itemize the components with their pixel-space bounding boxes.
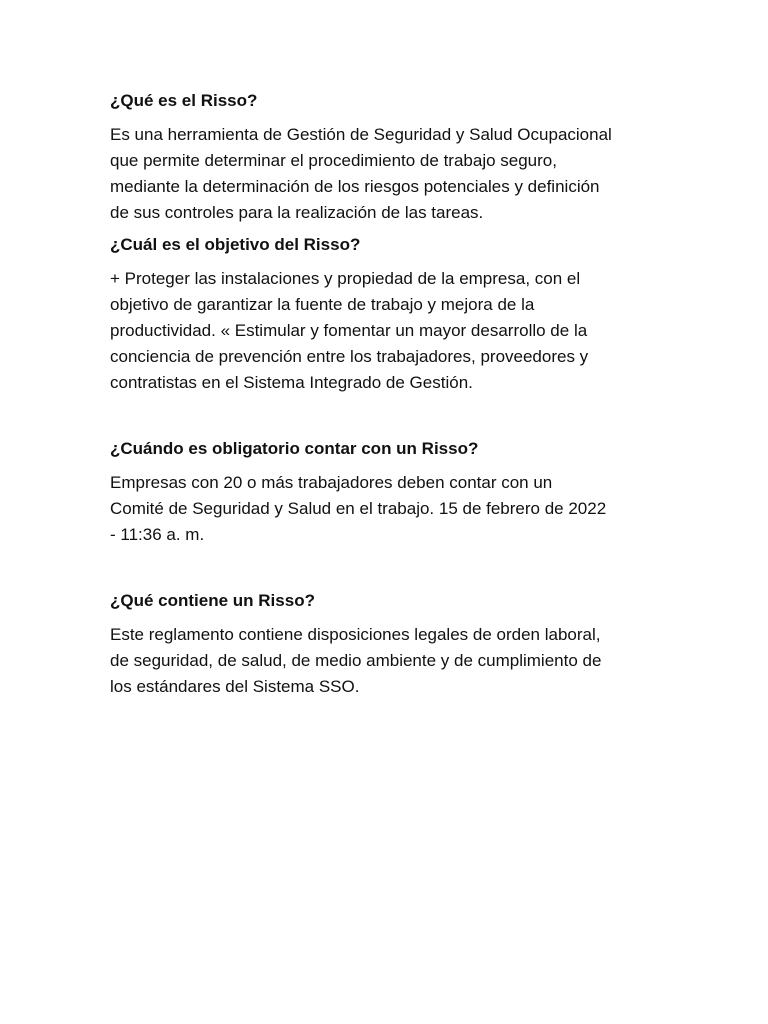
section-heading: ¿Qué es el Risso? [110,91,258,110]
document-page [110,88,670,700]
section-paragraph: Este reglamento contiene disposiciones legales de orden laboral, de seguridad, de salud, de medio ambiente y de cumplimiento de los estándares del Sistema SSO. [110,625,602,696]
section-paragraph: Empresas con 20 o más trabajadores deben contar con un Comité de Seguridad y Salud en el trabajo. 15 de febrero de 2022 - 11:36 a. m. [110,473,607,544]
section-heading: ¿Cuándo es obligatorio contar con un Risso? [110,439,479,458]
section-paragraph: Es una herramienta de Gestión de Seguridad y Salud Ocupacional que permite determinar el procedimiento de trabajo seguro, mediante la determinación de los riesgos potenciales y definición de sus controles para la realización de las tareas. [110,125,612,222]
section-heading: ¿Cuál es el objetivo del Risso? [110,235,361,254]
section-paragraph: + Proteger las instalaciones y propiedad de la empresa, con el objetivo de garantizar la fuente de trabajo y mejora de la productividad. « Estimular y fomentar un mayor desarrollo de la conciencia de prevención entre los trabajadores, proveedores y contratistas en el Sistema Integrado de Gestión. [110,269,589,392]
section-objetivo [110,232,670,396]
section-obligatorio [110,436,670,548]
section-que-es [110,88,670,226]
section-heading: ¿Qué contiene un Risso? [110,591,315,610]
section-contiene [110,588,670,700]
